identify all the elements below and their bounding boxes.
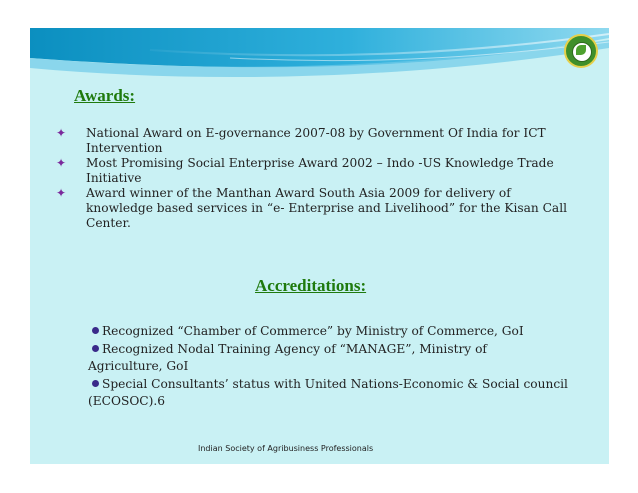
award-text: Most Promising Social Enterprise Award 2002 – Indo -US Knowledge Trade [86, 156, 554, 171]
award-text: Intervention [86, 140, 163, 155]
four-point-star-icon: ✦ [56, 186, 67, 201]
awards-list [54, 126, 599, 231]
organization-logo-icon [564, 34, 598, 68]
accreditation-text: Agriculture, GoI [88, 359, 189, 373]
award-item [54, 186, 599, 230]
accreditation-item [88, 393, 593, 411]
accreditation-item [88, 323, 593, 341]
accreditations-list [88, 323, 593, 411]
accreditation-item [88, 341, 593, 359]
footer-text: Indian Society of Agribusiness Professionals [198, 444, 374, 453]
accreditation-text: (ECOSOC).6 [88, 394, 166, 408]
round-bullet-icon [92, 345, 99, 352]
award-item [54, 156, 599, 185]
award-text: Center. [86, 215, 131, 230]
awards-heading: Awards: [74, 86, 136, 105]
award-text: National Award on E-governance 2007-08 by Government Of India for ICT [86, 126, 546, 140]
accreditation-text: Recognized Nodal Training Agency of “MANAGE”, Ministry of [102, 341, 487, 356]
award-text: Award winner of the Manthan Award South Asia 2009 for delivery of [86, 186, 511, 201]
award-text: knowledge based services in “e- Enterprise and Livelihood” for the Kisan Call [86, 200, 567, 215]
accreditations-heading: Accreditations: [255, 276, 367, 295]
accreditation-text: Recognized “Chamber of Commerce” by Ministry of Commerce, GoI [102, 324, 524, 338]
four-point-star-icon: ✦ [56, 156, 67, 171]
round-bullet-icon [92, 327, 99, 334]
four-point-star-icon: ✦ [56, 126, 67, 140]
accreditation-text: Special Consultants’ status with United Nations-Economic & Social council [102, 376, 568, 391]
accreditation-item [88, 358, 593, 376]
round-bullet-icon [92, 380, 99, 387]
header-wave-band [30, 28, 609, 84]
award-text: Initiative [86, 170, 142, 185]
slide [30, 28, 609, 464]
award-item [54, 126, 599, 155]
accreditation-item [88, 376, 593, 394]
